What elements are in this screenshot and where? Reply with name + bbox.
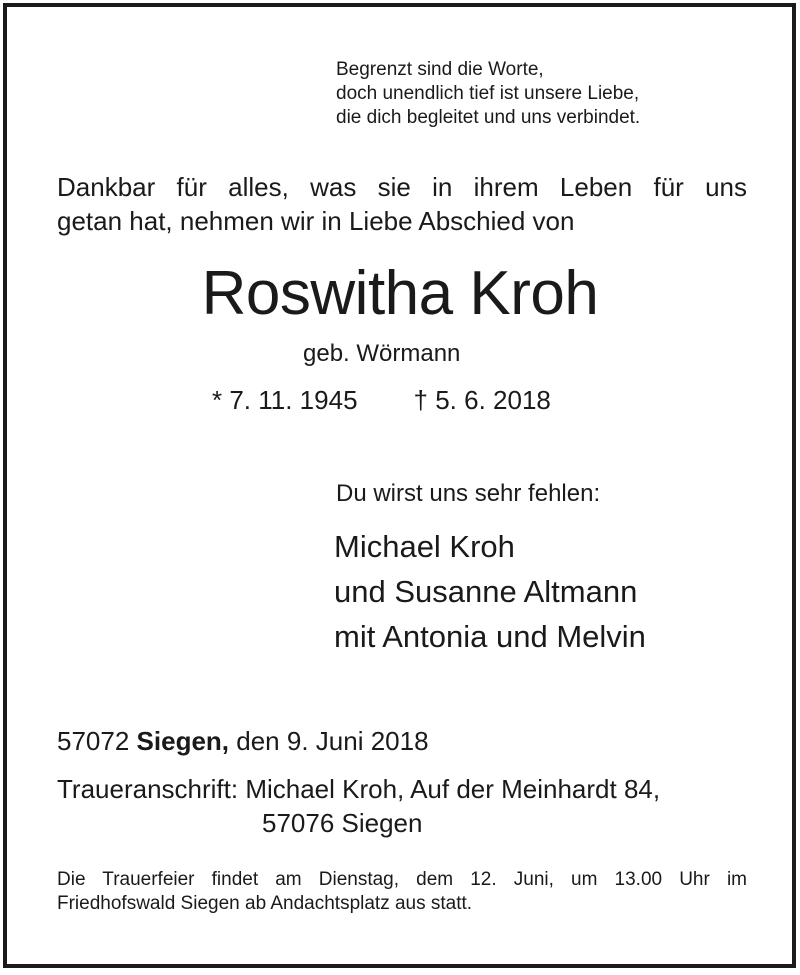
mourner-line: und Susanne Altmann (334, 574, 638, 609)
poem-line: doch unendlich tief ist unsere Liebe, (336, 83, 640, 104)
life-dates (212, 383, 551, 417)
funeral-notice (57, 868, 747, 916)
maiden-name: geb. Wörmann (303, 340, 461, 367)
poem-line: Begrenzt sind die Worte, (336, 59, 544, 80)
notice-date: den 9. Juni 2018 (236, 726, 429, 756)
deceased-name: Roswitha Kroh (201, 259, 599, 328)
address-line: Traueranschrift: Michael Kroh, Auf der Meinhardt 84, (57, 774, 661, 804)
intro-text (57, 170, 747, 238)
poem-line: die dich begleitet und uns verbindet. (336, 107, 641, 128)
death-date: † 5. 6. 2018 (413, 385, 551, 415)
mourners-heading: Du wirst uns sehr fehlen: (336, 480, 601, 507)
poem-verse (336, 58, 640, 130)
mourner-line: Michael Kroh (334, 529, 515, 564)
place-and-date (57, 724, 429, 758)
intro-line: Dankbar für alles, was sie in ihrem Leben für uns (57, 172, 747, 202)
intro-line: getan hat, nehmen wir in Liebe Abschied von (57, 206, 575, 236)
birth-date: * 7. 11. 1945 (212, 385, 358, 415)
mourning-address (57, 772, 660, 840)
funeral-line: Die Trauerfeier findet am Dienstag, dem 12. Juni, um 13.00 Uhr im (57, 869, 747, 890)
address-line: 57076 Siegen (262, 808, 423, 838)
mourner-line: mit Antonia und Melvin (334, 619, 646, 654)
postcode: 57072 (57, 726, 130, 756)
mourners-list (334, 524, 646, 659)
funeral-line: Friedhofswald Siegen ab Andachtsplatz aus statt. (57, 893, 473, 914)
city: Siegen, (136, 726, 230, 756)
